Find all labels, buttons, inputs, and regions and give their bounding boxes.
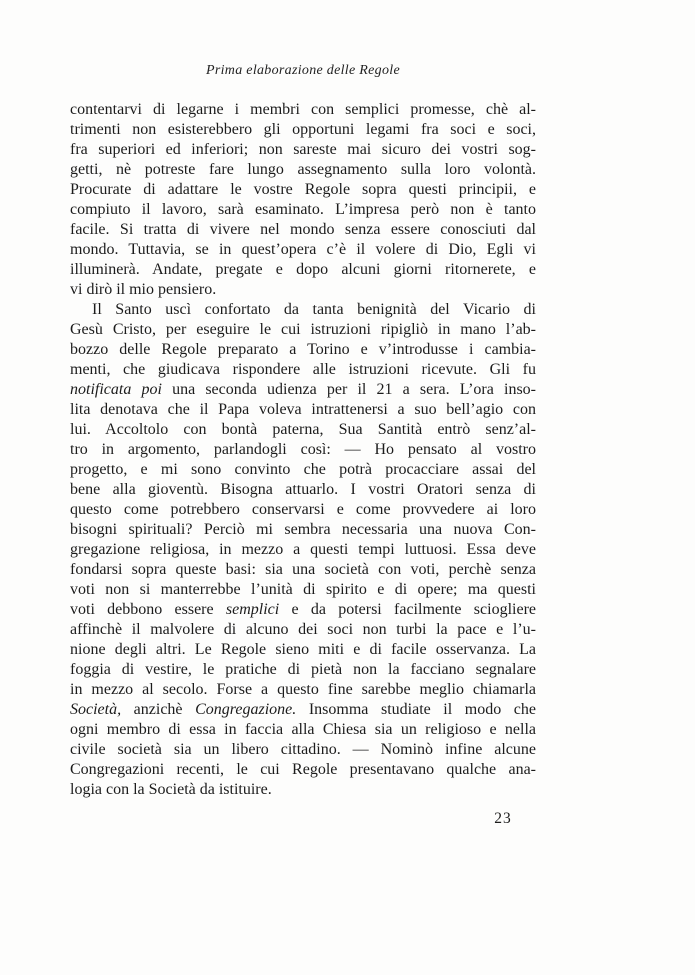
- italic-text-segment: semplici: [225, 601, 280, 618]
- text-line: [70, 600, 536, 620]
- text-line: [70, 220, 536, 240]
- text-line: [70, 640, 536, 660]
- text-segment: Congregazioni recenti, le cui Regole presentavano qualche ana-: [70, 761, 536, 778]
- text-line: [70, 320, 536, 340]
- running-header: Prima elaborazione delle Regole: [206, 63, 400, 78]
- text-segment: progetto, e mi sono convinto che potrà procacciare assai del: [70, 461, 536, 478]
- text-line: [70, 340, 536, 360]
- text-line: [70, 660, 536, 680]
- text-segment: e da potersi facilmente sciogliere: [279, 601, 536, 618]
- text-segment: mondo. Tuttavia, se in quest’opera c’è il volere di Dio, Egli vi: [70, 241, 536, 258]
- text-segment: tro in argomento, parlandogli così: — Ho pensato al vostro: [70, 441, 536, 458]
- text-line: [70, 380, 536, 400]
- text-segment: in mezzo al secolo. Forse a questo fine sarebbe meglio chiamarla: [70, 681, 536, 698]
- text-segment: Insomma studiate il modo che: [296, 701, 536, 718]
- text-line: [70, 120, 536, 140]
- text-line: [70, 260, 536, 280]
- text-segment: contentarvi di legarne i membri con semplici promesse, chè al-: [70, 101, 536, 118]
- text-line: [70, 580, 536, 600]
- text-segment: Procurate di adattare le vostre Regole sopra questi principii, e: [70, 181, 536, 198]
- text-segment: questo come potrebbero conservarsi e come provvedere ai loro: [70, 501, 536, 518]
- text-segment: illuminerà. Andate, pregate e dopo alcuni giorni ritornerete, e: [70, 261, 536, 278]
- text-line: [70, 300, 536, 320]
- text-segment: lui. Accoltolo con bontà paterna, Sua Santità entrò senz’al-: [70, 421, 536, 438]
- text-segment: voti non si manterrebbe l’unità di spirito e di opere; ma questi: [70, 581, 536, 598]
- text-line: [70, 760, 536, 780]
- text-segment: bisogni spirituali? Perciò mi sembra necessaria una nuova Con-: [70, 521, 536, 538]
- text-segment: vi dirò il mio pensiero.: [70, 281, 217, 298]
- text-segment: trimenti non esisterebbero gli opportuni legami fra soci e soci,: [70, 121, 536, 138]
- text-line: [70, 460, 536, 480]
- text-segment: compiuto il lavoro, sarà esaminato. L’impresa però non è tanto: [70, 201, 536, 218]
- text-line: [70, 100, 536, 120]
- text-line: [70, 240, 536, 260]
- text-segment: una seconda udienza per il 21 a sera. L’ora inso-: [172, 381, 536, 398]
- text-line: [70, 140, 536, 160]
- text-segment: facile. Si tratta di vivere nel mondo senza essere conosciuti dal: [70, 221, 536, 238]
- text-line: [70, 180, 536, 200]
- text-segment: lita denotava che il Papa voleva intrattenersi a suo bell’agio con: [70, 401, 536, 418]
- text-segment: gregazione religiosa, in mezzo a questi tempi luttuosi. Essa deve: [70, 541, 536, 558]
- text-line: [70, 280, 536, 300]
- paragraph: [70, 300, 536, 800]
- text-segment: fra superiori ed inferiori; non sareste mai sicuro dei vostri sog-: [70, 141, 536, 158]
- text-line: [70, 480, 536, 500]
- text-line: [70, 720, 536, 740]
- text-line: [70, 500, 536, 520]
- text-segment: bene alla gioventù. Bisogna attuarlo. I vostri Oratori senza di: [70, 481, 536, 498]
- text-segment: bozzo delle Regole preparato a Torino e v’introdusse i cambia-: [70, 341, 536, 358]
- text-line: [70, 540, 536, 560]
- text-line: [70, 520, 536, 540]
- text-segment: affinchè il malvolere di alcuno dei soci non turbi la pace e l’u-: [70, 621, 536, 638]
- text-line: [70, 740, 536, 760]
- text-line: [70, 560, 536, 580]
- text-line: [70, 700, 536, 720]
- text-segment: Gesù Cristo, per eseguire le cui istruzioni ripigliò in mano l’ab-: [70, 321, 536, 338]
- page-number: 23: [494, 810, 512, 827]
- text-segment: foggia di vestire, le pratiche di pietà non la facciano segnalare: [70, 661, 536, 678]
- text-line: [70, 400, 536, 420]
- text-segment: logia con la Società da istituire.: [70, 781, 272, 798]
- text-line: [70, 780, 536, 800]
- italic-text-segment: Congregazione.: [195, 701, 297, 718]
- text-segment: civile società sia un libero cittadino. — Nominò infine alcune: [70, 741, 536, 758]
- paragraph: [70, 100, 536, 300]
- text-line: [70, 420, 536, 440]
- italic-text-segment: notificata poi: [70, 381, 173, 398]
- text-segment: getti, nè potreste fare lungo assegnamento sulla loro volontà.: [70, 161, 536, 178]
- text-segment: voti debbono essere: [70, 601, 226, 618]
- text-segment: ogni membro di essa in faccia alla Chiesa sia un religioso e nella: [70, 721, 536, 738]
- text-line: [70, 160, 536, 180]
- text-segment: menti, che giudicava rispondere alle istruzioni ricevute. Gli fu: [70, 361, 536, 378]
- text-line: [70, 360, 536, 380]
- text-line: [70, 200, 536, 220]
- text-line: [70, 680, 536, 700]
- body-text-block: [70, 100, 536, 800]
- text-segment: fondarsi sopra queste basi: sia una società con voti, perchè senza: [70, 561, 536, 578]
- text-segment: nione degli altri. Le Regole sieno miti e di facile osservanza. La: [70, 641, 536, 658]
- text-line: [70, 620, 536, 640]
- text-line: [70, 440, 536, 460]
- text-segment: anzichè: [121, 701, 196, 718]
- italic-text-segment: Società,: [70, 701, 122, 718]
- text-segment: Il Santo uscì confortato da tanta benignità del Vicario di: [92, 301, 536, 318]
